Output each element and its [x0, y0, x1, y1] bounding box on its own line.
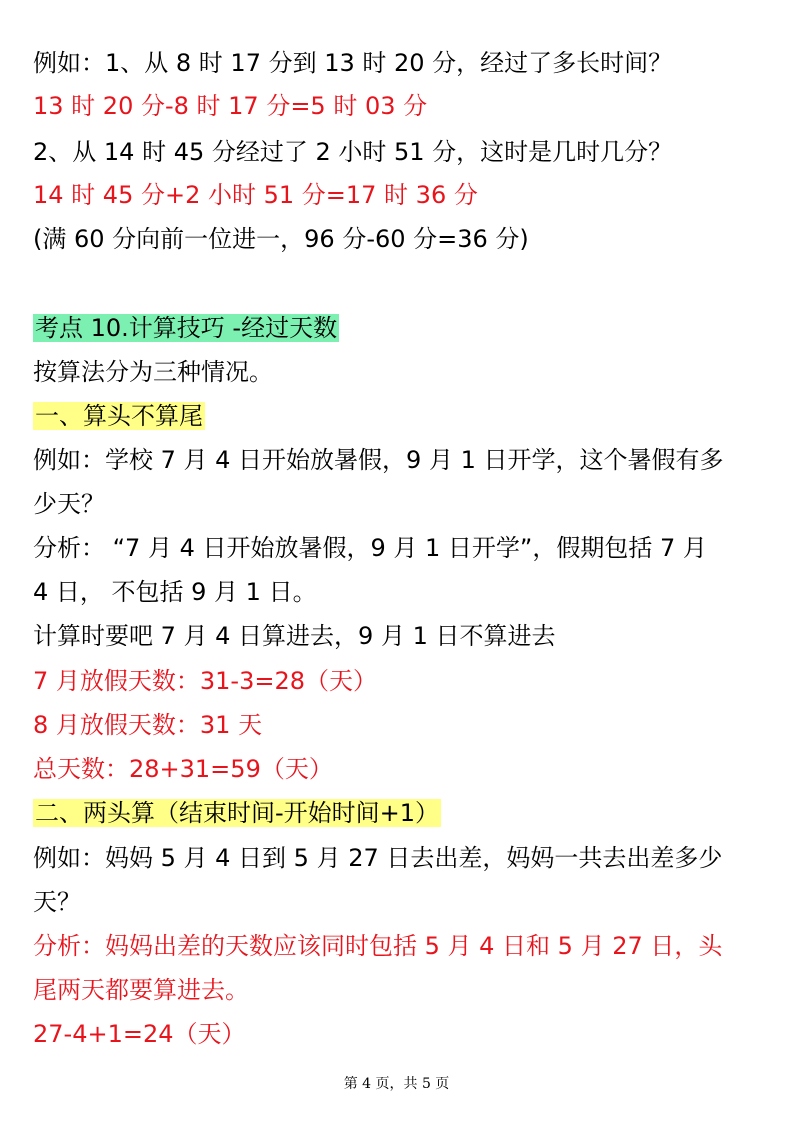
case-1-analysis-line-3: 计算时要吧 7 月 4 日算进去，9 月 1 日不算进去: [33, 622, 556, 650]
case-1-calc-total: 总天数：28+31=59（天）: [33, 755, 333, 783]
section-heading-text: 考点 10.计算技巧 -经过天数: [35, 314, 338, 342]
page-number-footer: 第 4 页，共 5 页: [343, 1076, 450, 1092]
example-2-note: (满 60 分向前一位进一，96 分-60 分=36 分): [33, 225, 529, 253]
section-heading: [33, 311, 339, 345]
case-1-question-line-2: 少天？: [33, 490, 105, 518]
case-2-heading: [33, 796, 441, 830]
case-1-analysis-line-2: 4 日， 不包括 9 月 1 日。: [33, 578, 317, 606]
case-1-heading-text: 一、算头不算尾: [35, 402, 203, 430]
case-2-question-line-2: 天？: [33, 888, 81, 916]
example-1-answer: 13 时 20 分-8 时 17 分=5 时 03 分: [33, 92, 428, 120]
case-2-analysis-line-2: 尾两天都要算进去。: [33, 976, 249, 1004]
example-1-question: 例如：1、从 8 时 17 分到 13 时 20 分，经过了多长时间？: [33, 49, 673, 77]
case-2-calc: 27-4+1=24（天）: [33, 1020, 246, 1048]
case-2-analysis-line-1: 分析：妈妈出差的天数应该同时包括 5 月 4 日和 5 月 27 日，头: [33, 932, 723, 960]
case-2-heading-text: 二、两头算（结束时间-开始时间+1）: [35, 799, 440, 827]
case-1-question-line-1: 例如：学校 7 月 4 日开始放暑假，9 月 1 日开学，这个暑假有多: [33, 446, 724, 474]
case-1-calc-august: 8 月放假天数：31 天: [33, 711, 263, 739]
intro-text: 按算法分为三种情况。: [33, 358, 273, 386]
case-1-heading: [33, 399, 205, 433]
case-1-calc-july: 7 月放假天数：31-3=28（天）: [33, 667, 378, 695]
case-2-question-line-1: 例如：妈妈 5 月 4 日到 5 月 27 日去出差，妈妈一共去出差多少: [33, 844, 723, 872]
example-2-question: 2、从 14 时 45 分经过了 2 小时 51 分，这时是几时几分？: [33, 138, 673, 166]
example-2-answer: 14 时 45 分+2 小时 51 分=17 时 36 分: [33, 181, 478, 209]
case-1-analysis-line-1: 分析： “7 月 4 日开始放暑假，9 月 1 日开学”，假期包括 7 月: [33, 534, 707, 562]
